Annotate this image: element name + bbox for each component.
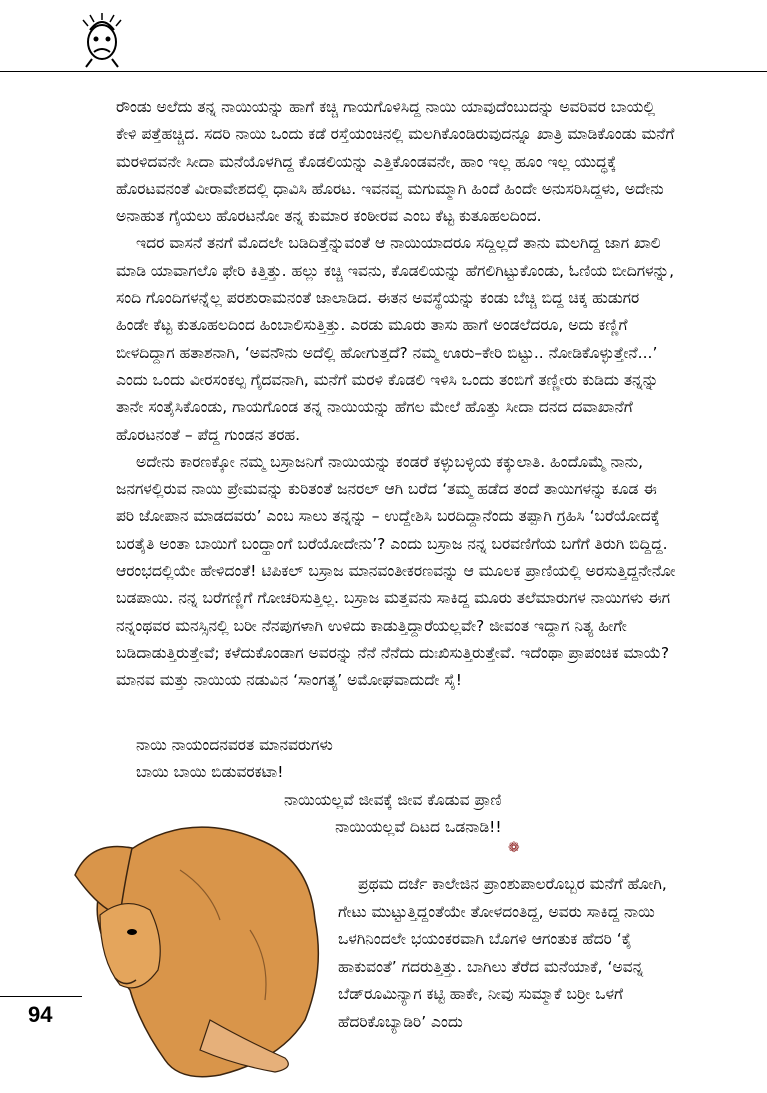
dog-illustration-icon xyxy=(70,810,350,1085)
verse-line: ಬಾಯಿ ಬಾಯಿ ಬಿಡುವರಕಟಾ! xyxy=(136,763,284,781)
verse-line: ನಾಯಿಯಲ್ಲವೆ ದಿಟದ ಒಡನಾಡಿ!! xyxy=(335,818,502,836)
verse-line: ನಾಯಿ ನಾಯಂದನವರತ ಮಾನವರುಗಳು xyxy=(136,736,333,754)
ornament-icon: ❁ xyxy=(508,840,520,856)
paragraph: ಅದೇನು ಕಾರಣಕ್ಕೋ ನಮ್ಮ ಬಸ್ರಾಜನಿಗೆ ನಾಯಿಯನ್ನು ಕಂಡರೆ ಕಳ್ಳುಬಳ್ಳಿಯ ಕಕ್ಕುಲಾತಿ. ಹಿಂದೊಮ್ಮೆ ನಾನು, ಜನಗಳಲ್ಲಿರುವ ನಾಯಿ ಪ್ರೇಮವನ್ನು ಕುರಿತಂತೆ ಜನರಲ್ ಆಗಿ ಬರೆದ ‘ತಮ್ಮ ಹಡೆದ ತಂದೆ ತಾಯಿಗಳನ್ನು ಕೂಡ ಈ ಪರಿ ಜೋಪಾನ ಮಾಡದವರು’ ಎಂಬ ಸಾಲು ತನ್ನನ್ನು – ಉದ್ದೇಶಿಸಿ ಬರದಿದ್ದಾನೆಂದು ತಪ್ಪಾಗಿ ಗ್ರಹಿಸಿ ‘ಬರೆಯೋದಕ್ಕೆ ಬರತೈತಿ ಅಂತಾ ಬಾಯಿಗೆ ಬಂದ್ಹಾಂಗೆ ಬರೆಯೋದೇನು’? ಎಂದು ಬಸ್ರಾಜ ನನ್ನ ಬರವಣಿಗೆಯ ಬಗೆಗೆ ತಿರುಗಿ ಬಿದ್ದಿದ್ದ. ಆರಂಭದಲ್ಲಿಯೇ ಹೇಳಿದಂತೆ! ಟಿಪಿಕಲ್ ಬಸ್ರಾಜ ಮಾನವಂತೀಕರಣವನ್ನು ಆ ಮೂಲಕ ಪ್ರಾಣಿಯಲ್ಲಿ ಅರಸುತ್ತಿದ್ದನೇನೋ ಬಡಪಾಯಿ. ನನ್ನ ಬರೆಗಣ್ಣಿಗೆ ಗೋಚರಿಸುತ್ತಿಲ್ಲ. ಬಸ್ರಾಜ ಮತ್ತವನು ಸಾಕಿದ್ದ ಮೂರು ತಲೆಮಾರುಗಳ ನಾಯಿಗಳು ಈಗ ನನ್ನಂಥವರ ಮನಸ್ಸಿನಲ್ಲಿ ಬರೀ ನೆನಪುಗಳಾಗಿ ಉಳಿದು ಕಾಡುತ್ತಿದ್ದಾರೆಯಲ್ಲವೇ? ಜೀವಂತ ಇದ್ದಾಗ ನಿತ್ಯ ಹೀಗೇ ಬಡಿದಾಡುತ್ತಿರುತ್ತೇವೆ; ಕಳೆದುಕೊಂಡಾಗ ಅವರನ್ನು ನೆನೆ ನೆನೆದು ದುಃಖಿಸುತ್ತಿರುತ್ತೇವೆ. ಇದೆಂಥಾ ಪ್ರಾಪಂಚಿಕ ಮಾಯೆ? ಮಾನವ ಮತ್ತು ನಾಯಿಯ ನಡುವಿನ ‘ಸಾಂಗತ್ಯ’ ಅಮೋಘವಾದುದೇ ಸೈ! xyxy=(116,452,676,690)
body-text xyxy=(116,94,676,695)
caricature-face-icon xyxy=(80,12,124,68)
lower-paragraph xyxy=(338,871,678,1036)
paragraph: ರೌಂಡು ಅಲೆದು ತನ್ನ ನಾಯಿಯನ್ನು ಹಾಗೆ ಕಚ್ಚಿ ಗಾಯಗೊಳಿಸಿದ್ದ ನಾಯಿ ಯಾವುದೆಂಬುದನ್ನು ಅವರಿವರ ಬಾಯಲ್ಲಿ ಕೇಳಿ ಪತ್ತೆಹಚ್ಚಿದ. ಸದರಿ ನಾಯಿ ಒಂದು ಕಡೆ ರಸ್ತೆಯಂಚಿನಲ್ಲಿ ಮಲಗಿಕೊಂಡಿರುವುದನ್ನೂ ಖಾತ್ರಿ ಮಾಡಿಕೊಂಡು ಮನೆಗೆ ಮರಳಿದವನೇ ಸೀದಾ ಮನೆಯೊಳಗಿದ್ದ ಕೊಡಲಿಯನ್ನು ಎತ್ತಿಕೊಂಡವನೇ, ಹಾಂ ಇಲ್ಲ ಹೂಂ ಇಲ್ಲ ಯುದ್ಧಕ್ಕೆ ಹೊರಟವನಂತೆ ವೀರಾವೇಶದಲ್ಲಿ ಧಾವಿಸಿ ಹೊರಟ. ಇವನವ್ವ ಮಗುಮ್ಮಾಗಿ ಹಿಂದೆ ಹಿಂದೇ ಅನುಸರಿಸಿದ್ದಳು, ಅದೇನು ಅನಾಹುತ ಗೈಯಲು ಹೊರಟನೋ ತನ್ನ ಕುಮಾರ ಕಂಠೀರವ ಎಂಬ ಕೆಟ್ಟ ಕುತೂಹಲದಿಂದ. xyxy=(116,98,675,226)
page-number: 94 xyxy=(28,1002,53,1027)
verse-block xyxy=(136,732,333,786)
paragraph: ಇದರ ವಾಸನೆ ತನಗೆ ಮೊದಲೇ ಬಡಿದಿತ್ತೆನ್ನುವಂತೆ ಆ ನಾಯಿಯಾದರೂ ಸದ್ದಿಲ್ಲದೆ ತಾನು ಮಲಗಿದ್ದ ಜಾಗ ಖಾಲಿ ಮಾಡಿ ಯಾವಾಗಲೊ ಫೇರಿ ಕಿತ್ತಿತ್ತು. ಹಲ್ಲು ಕಚ್ಚಿ ಇವನು, ಕೊಡಲಿಯನ್ನು ಹೆಗಲಿಗಿಟ್ಟುಕೊಂಡು, ಓಣಿಯ ಬೀದಿಗಳನ್ನು, ಸಂದಿ ಗೊಂದಿಗಳನ್ನೆಲ್ಲ ಪರಶುರಾಮನಂತೆ ಜಾಲಾಡಿದ. ಈತನ ಅವಸ್ಥೆಯನ್ನು ಕಂಡು ಬೆಚ್ಚಿ ಬಿದ್ದ ಚಿಕ್ಕ ಹುಡುಗರ ಹಿಂಡೇ ಕೆಟ್ಟ ಕುತೂಹಲದಿಂದ ಹಿಂಬಾಲಿಸುತ್ತಿತ್ತು. ಎರಡು ಮೂರು ತಾಸು ಹಾಗೆ ಅಂಡಲೆದರೂ, ಅದು ಕಣ್ಣಿಗೆ ಬೀಳದಿದ್ದಾಗ ಹತಾಶನಾಗಿ, ‘ಅವನೌನು ಅದೆಲ್ಲಿ ಹೋಗುತ್ತದೆ? ನಮ್ಮ ಊರು–ಕೇರಿ ಬಿಟ್ಟು.. ನೋಡಿಕೊಳ್ಳುತ್ತೇನೆ...’ ಎಂದು ಒಂದು ವೀರಸಂಕಲ್ಪ ಗೈದವನಾಗಿ, ಮನೆಗೆ ಮರಳಿ ಕೊಡಲಿ ಇಳಿಸಿ ಒಂದು ತಂಬಿಗೆ ತಣ್ಣೀರು ಕುಡಿದು ತನ್ನನ್ನು ತಾನೇ ಸಂತೈಸಿಕೊಂಡು, ಗಾಯಗೊಂಡ ತನ್ನ ನಾಯಿಯನ್ನು ಹೆಗಲ ಮೇಲೆ ಹೊತ್ತು ಸೀದಾ ದನದ ದವಾಖಾನೆಗೆ ಹೊರಟನಂತೆ – ಪೆದ್ದ ಗುಂಡನ ತರಹ. xyxy=(116,234,675,444)
page-number-rule xyxy=(0,996,82,997)
verse-line: ನಾಯಿಯಲ್ಲವೆ ಜೀವಕ್ಕೆ ಜೀವ ಕೊಡುವ ಪ್ರಾಣಿ xyxy=(284,791,502,809)
paragraph: ಪ್ರಥಮ ದರ್ಜೆ ಕಾಲೇಜಿನ ಪ್ರಾಂಶುಪಾಲರೊಬ್ಬರ ಮನೆಗೆ ಹೋಗಿ, ಗೇಟು ಮುಟ್ಟುತ್ತಿದ್ದಂತೆಯೇ ತೋಳದಂತಿದ್ದ, ಅವರು ಸಾಕಿದ್ದ ನಾಯಿ ಒಳಗಿನಿಂದಲೇ ಭಯಂಕರವಾಗಿ ಬೊಗಳಿ ಆಗಂತುಕ ಹೆದರಿ ‘ಕೈ ಹಾಕುವಂತೆ’ ಗದರುತ್ತಿತ್ತು. ಬಾಗಿಲು ತೆರೆದ ಮನೆಯಾಕೆ, ‘ಅವನ್ನ ಬೆಡ್‌ರೂಮಿನ್ಯಾಗ ಕಟ್ಟಿ ಹಾಕೇ, ನೀವು ಸುಮ್ಮಾಕೆ ಬರ್‍ರೀ ಒಳಗೆ ಹೆದರಿಕೊಬ್ಯಾಡಿರಿ’ ಎಂದು xyxy=(338,875,667,1031)
header-rule xyxy=(0,71,767,72)
